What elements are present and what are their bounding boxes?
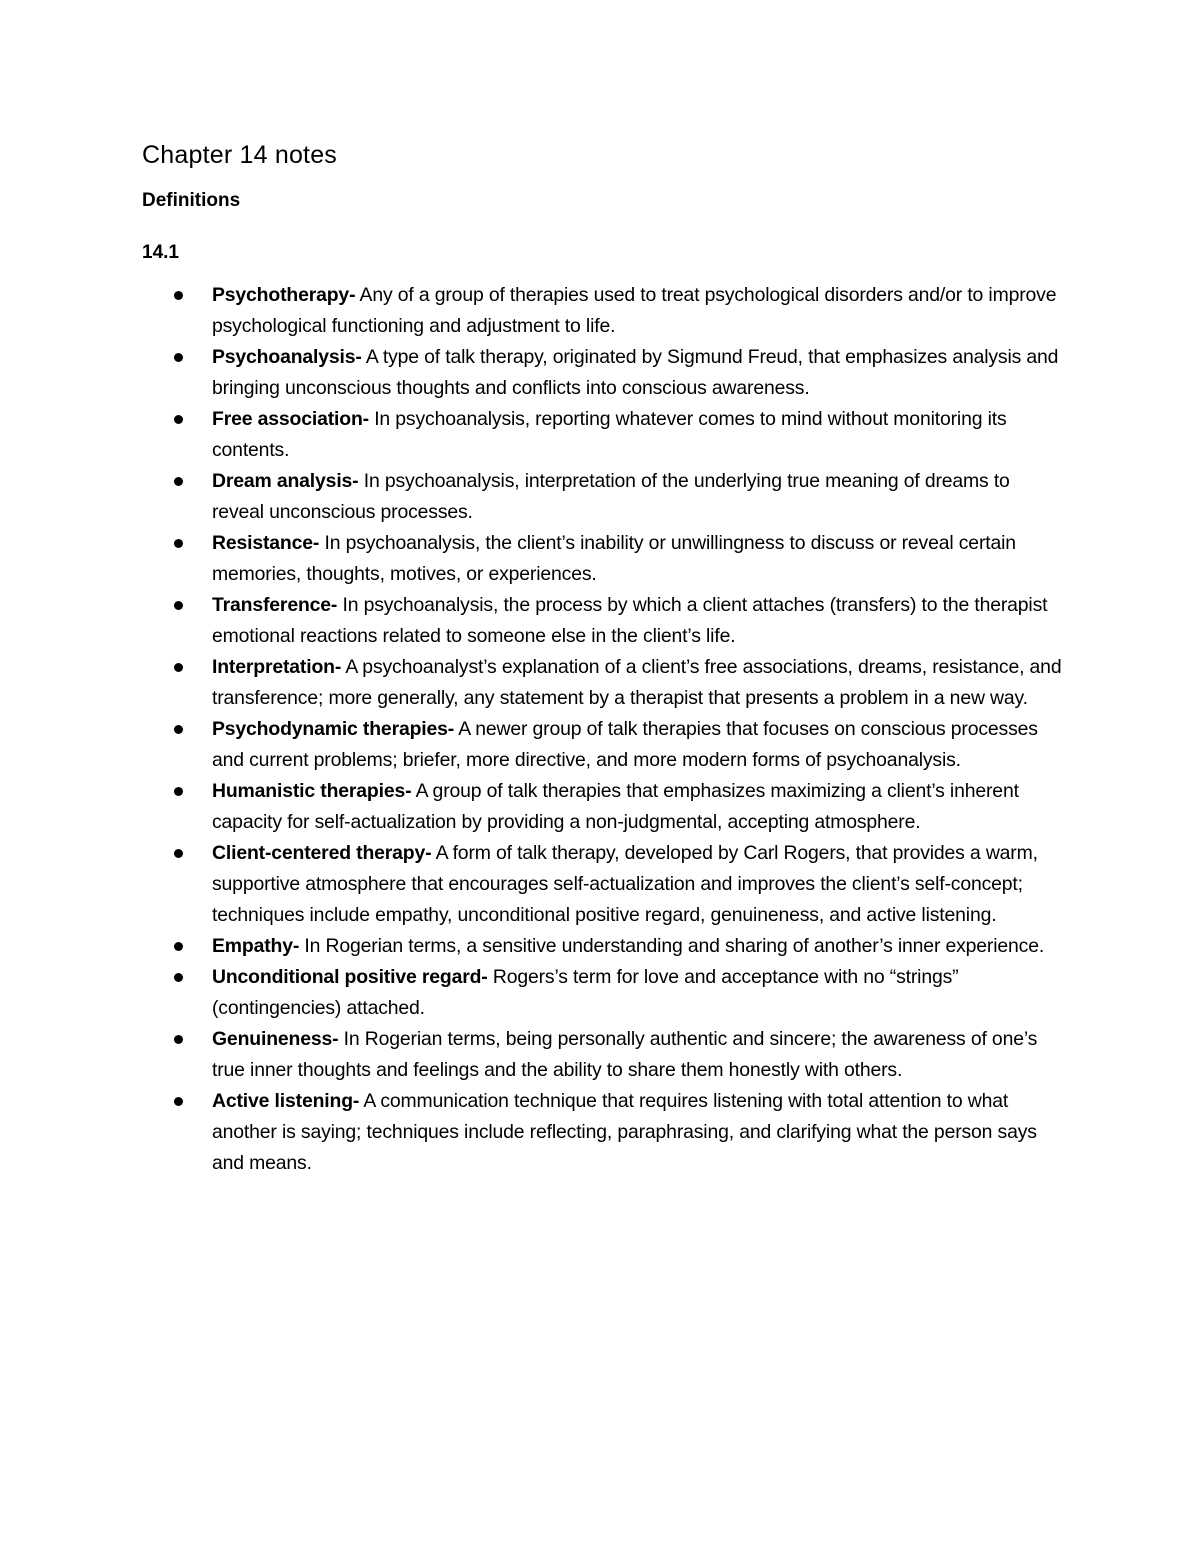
bullet-icon — [174, 942, 183, 951]
definition-text: In psychoanalysis, the client’s inability or unwillingness to discuss or reveal certain memories, thoughts, motives, or experiences. — [212, 532, 1016, 585]
definition-list — [0, 280, 1200, 1179]
list-item — [0, 466, 1062, 528]
definition-text: A type of talk therapy, originated by Sigmund Freud, that emphasizes analysis and bringing unconscious thoughts and conflicts into conscious awareness. — [212, 346, 1059, 399]
definition-text: A form of talk therapy, developed by Carl Rogers, that provides a warm, supportive atmosphere that encourages self-actualization and improves the client’s self-concept; techniques include empathy, unconditional positive regard, genuineness, and active listening. — [212, 842, 1038, 926]
list-item — [0, 342, 1062, 404]
definition-term: Client-centered therapy- — [212, 842, 432, 864]
definition-term: Dream analysis- — [212, 470, 359, 492]
bullet-icon — [174, 973, 183, 982]
list-item — [0, 714, 1062, 776]
list-item — [0, 962, 1062, 1024]
list-item — [0, 1024, 1062, 1086]
definition-text: In psychoanalysis, interpretation of the underlying true meaning of dreams to reveal unconscious processes. — [212, 470, 1010, 523]
definition-text: In Rogerian terms, a sensitive understanding and sharing of another’s inner experience. — [299, 935, 1045, 957]
bullet-icon — [174, 849, 183, 858]
definition-text: In psychoanalysis, the process by which a client attaches (transfers) to the therapist emotional reactions related to someone else in the client’s life. — [212, 594, 1048, 647]
bullet-icon — [174, 1035, 183, 1044]
bullet-icon — [174, 601, 183, 610]
definition-text: A psychoanalyst’s explanation of a client’s free associations, dreams, resistance, and transference; more generally, any statement by a therapist that presents a problem in a new way. — [212, 656, 1062, 709]
list-item — [0, 838, 1062, 931]
definition-text: A newer group of talk therapies that focuses on conscious processes and current problems; briefer, more directive, and more modern forms of psychoanalysis. — [212, 718, 1038, 771]
bullet-icon — [174, 787, 183, 796]
bullet-icon — [174, 539, 183, 548]
list-item — [0, 931, 1062, 962]
list-item — [0, 1086, 1062, 1179]
definition-term: Unconditional positive regard- — [212, 966, 488, 988]
list-item — [0, 404, 1062, 466]
bullet-icon — [174, 415, 183, 424]
definition-term: Resistance- — [212, 532, 320, 554]
bullet-icon — [174, 477, 183, 486]
bullet-icon — [174, 353, 183, 362]
definition-term: Psychodynamic therapies- — [212, 718, 455, 740]
document-title: Chapter 14 notes — [142, 141, 337, 169]
definition-text: Rogers’s term for love and acceptance with no “strings” (contingencies) attached. — [212, 966, 959, 1019]
list-item — [0, 652, 1062, 714]
section-heading-definitions: Definitions — [142, 190, 241, 211]
definition-term: Interpretation- — [212, 656, 342, 678]
bullet-icon — [174, 291, 183, 300]
definition-term: Transference- — [212, 594, 338, 616]
definition-term: Empathy- — [212, 935, 300, 957]
definition-text: A communication technique that requires listening with total attention to what another is saying; techniques include reflecting, paraphrasing, and clarifying what the person says and means. — [212, 1090, 1037, 1174]
list-item — [0, 280, 1062, 342]
definition-text: In Rogerian terms, being personally authentic and sincere; the awareness of one’s true inner thoughts and feelings and the ability to share them honestly with others. — [212, 1028, 1038, 1081]
bullet-icon — [174, 663, 183, 672]
definition-text: A group of talk therapies that emphasizes maximizing a client’s inherent capacity for self-actualization by providing a non-judgmental, accepting atmosphere. — [212, 780, 1019, 833]
bullet-icon — [174, 725, 183, 734]
definition-term: Psychoanalysis- — [212, 346, 362, 368]
section-number: 14.1 — [142, 242, 179, 263]
definition-term: Psychotherapy- — [212, 284, 356, 306]
list-item — [0, 590, 1062, 652]
definition-term: Humanistic therapies- — [212, 780, 412, 802]
list-item — [0, 528, 1062, 590]
definition-text: Any of a group of therapies used to treat psychological disorders and/or to improve psychological functioning and adjustment to life. — [212, 284, 1057, 337]
list-item — [0, 776, 1062, 838]
definition-text: In psychoanalysis, reporting whatever comes to mind without monitoring its contents. — [212, 408, 1007, 461]
definition-term: Genuineness- — [212, 1028, 339, 1050]
definition-term: Free association- — [212, 408, 369, 430]
bullet-icon — [174, 1097, 183, 1106]
definition-term: Active listening- — [212, 1090, 360, 1112]
